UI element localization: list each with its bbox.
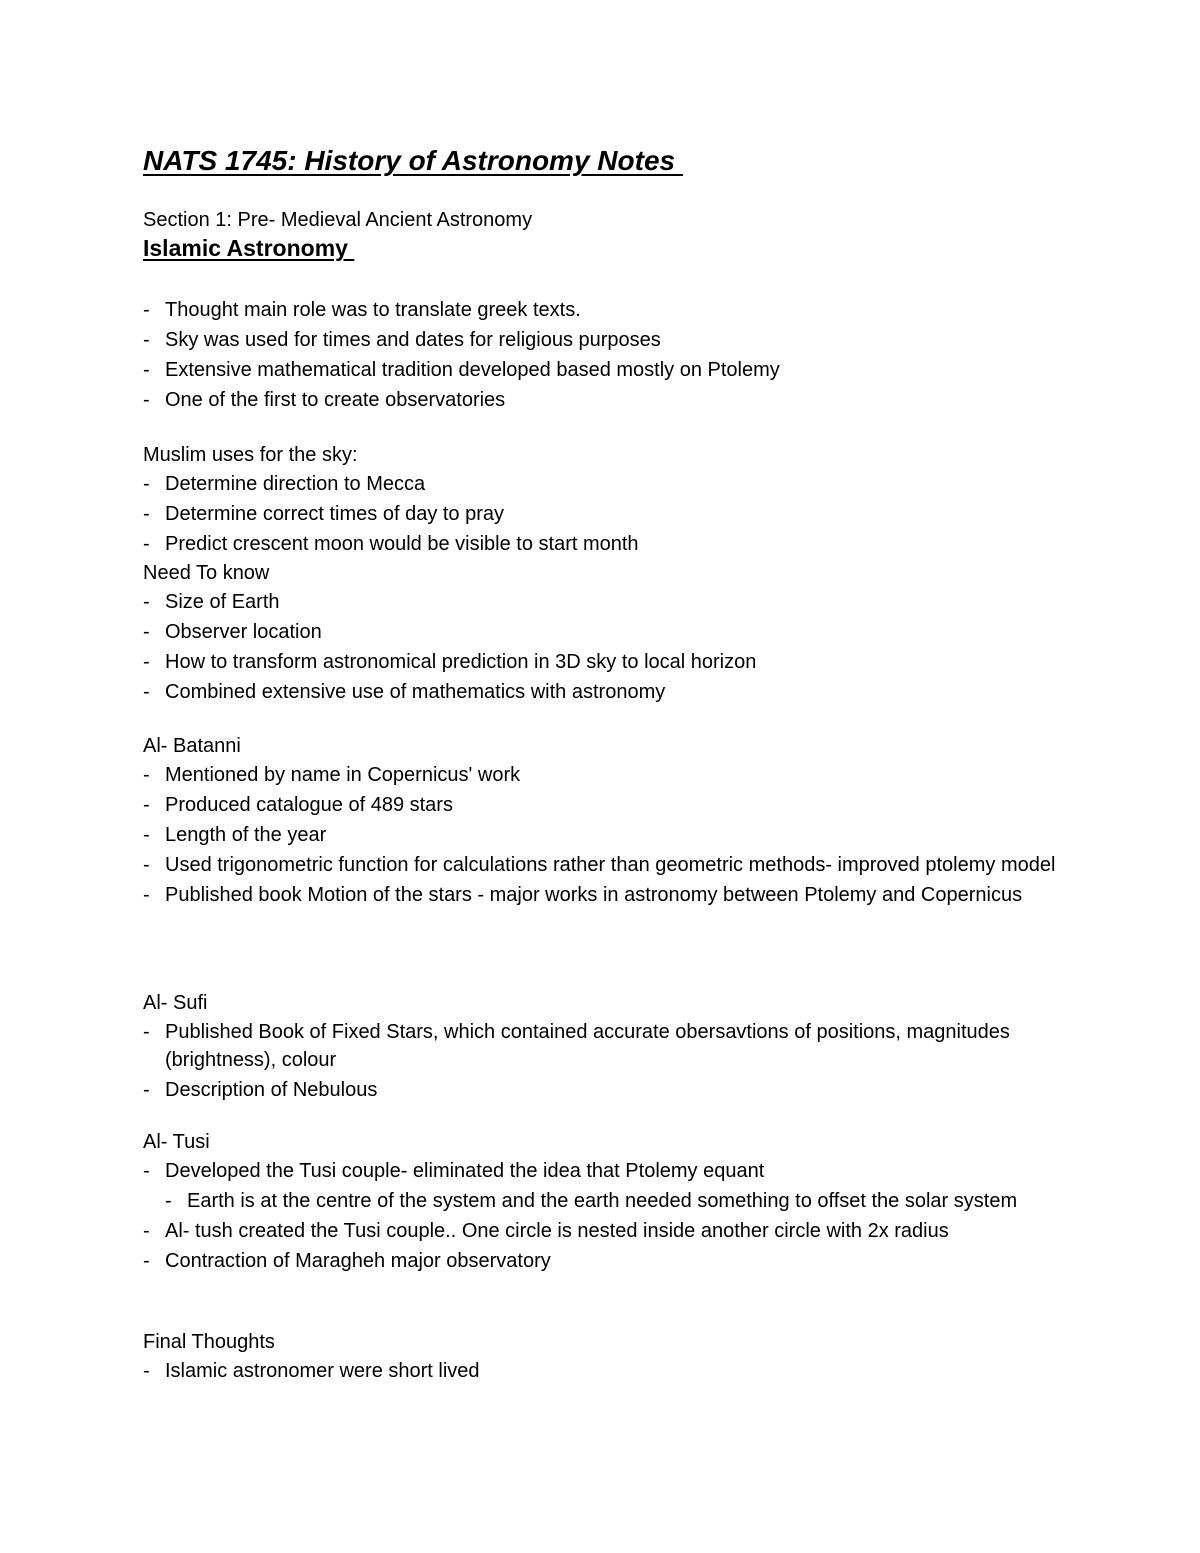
bullet-dash: -: [165, 1190, 172, 1212]
bullet-dash: -: [143, 681, 150, 703]
intro-list: [143, 296, 1103, 414]
bullet-dash: -: [143, 473, 150, 495]
list-item-text: Published Book of Fixed Stars, which contained accurate obersavtions of positions, magnitudes (brightness), colour: [165, 1021, 1010, 1071]
final-thoughts-group: [143, 1327, 1103, 1385]
list-item: [143, 791, 1103, 819]
list-item: [143, 881, 1103, 909]
bullet-dash: -: [143, 591, 150, 613]
bullet-dash: -: [143, 621, 150, 643]
bullet-dash: -: [143, 764, 150, 786]
list-item: [143, 851, 1103, 879]
bullet-dash: -: [143, 1079, 150, 1101]
list-item-text: How to transform astronomical prediction in 3D sky to local horizon: [165, 651, 757, 673]
need-to-know-list: [143, 588, 1103, 706]
list-item: [143, 1217, 1103, 1245]
muslim-uses-list: [143, 470, 1103, 558]
al-tusi-label: Al- Tusi: [143, 1131, 210, 1153]
bullet-dash: -: [143, 824, 150, 846]
bullet-dash: -: [143, 1160, 150, 1182]
list-item-text: Predict crescent moon would be visible to start month: [165, 533, 639, 555]
al-batanni-group: [143, 731, 1103, 909]
list-item: [143, 1018, 1103, 1074]
bullet-dash: -: [143, 299, 150, 321]
bullet-dash: -: [143, 329, 150, 351]
list-item: [143, 356, 1103, 384]
list-item-text: Extensive mathematical tradition developed based mostly on Ptolemy: [165, 359, 780, 381]
list-item-text: Sky was used for times and dates for religious purposes: [165, 329, 661, 351]
al-sufi-label: Al- Sufi: [143, 992, 208, 1014]
list-item-text: Al- tush created the Tusi couple.. One circle is nested inside another circle with 2x radius: [165, 1220, 949, 1242]
list-item: [143, 821, 1103, 849]
muslim-uses-label: Muslim uses for the sky:: [143, 444, 358, 466]
need-to-know-label: Need To know: [143, 562, 270, 584]
list-item-text: Observer location: [165, 621, 322, 643]
bullet-dash: -: [143, 794, 150, 816]
list-item-text: Contraction of Maragheh major observatory: [165, 1250, 551, 1272]
list-item-text: Size of Earth: [165, 591, 280, 613]
bullet-dash: -: [143, 389, 150, 411]
list-item-text: Combined extensive use of mathematics with astronomy: [165, 681, 666, 703]
al-sufi-list: [143, 1018, 1103, 1104]
list-item: [143, 326, 1103, 354]
list-item: [143, 386, 1103, 414]
list-item: [143, 1157, 1103, 1185]
list-item: [143, 1357, 1103, 1385]
list-item-text: Thought main role was to translate greek texts.: [165, 299, 581, 321]
muslim-uses-group: [143, 440, 1103, 558]
list-item: [143, 1247, 1103, 1275]
list-item-text: Used trigonometric function for calculations rather than geometric methods- improved ptolemy model: [165, 854, 1056, 876]
list-item: [143, 470, 1103, 498]
need-to-know-group: [143, 558, 1103, 706]
bullet-dash: -: [143, 1220, 150, 1242]
bullet-dash: -: [143, 1250, 150, 1272]
list-item-text: Determine direction to Mecca: [165, 473, 426, 495]
list-item: [143, 618, 1103, 646]
list-item-text: One of the first to create observatories: [165, 389, 506, 411]
sub-list-item: [143, 1187, 1103, 1215]
section-label: Section 1: Pre- Medieval Ancient Astronomy: [143, 209, 533, 231]
bullet-dash: -: [143, 503, 150, 525]
bullet-dash: -: [143, 1021, 150, 1043]
list-item: [143, 530, 1103, 558]
list-item: [143, 588, 1103, 616]
bullet-dash: -: [143, 854, 150, 876]
list-item-text: Description of Nebulous: [165, 1079, 378, 1101]
al-tusi-list: [143, 1157, 1103, 1275]
bullet-dash: -: [143, 359, 150, 381]
list-item: [143, 678, 1103, 706]
al-tusi-group: [143, 1127, 1103, 1275]
list-item-text: Islamic astronomer were short lived: [165, 1360, 480, 1382]
list-item-text: Published book Motion of the stars - major works in astronomy between Ptolemy and Copernicus: [165, 884, 1023, 906]
bullet-dash: -: [143, 884, 150, 906]
list-item: [143, 648, 1103, 676]
final-thoughts-label: Final Thoughts: [143, 1331, 275, 1353]
document-title: NATS 1745: History of Astronomy Notes: [143, 145, 683, 176]
list-item-text: Determine correct times of day to pray: [165, 503, 505, 525]
al-batanni-list: [143, 761, 1103, 909]
bullet-dash: -: [143, 533, 150, 555]
list-item: [143, 761, 1103, 789]
bullet-dash: -: [143, 1360, 150, 1382]
list-item-text: Developed the Tusi couple- eliminated the idea that Ptolemy equant: [165, 1160, 765, 1182]
list-item-text: Earth is at the centre of the system and the earth needed something to offset the solar system: [187, 1190, 1018, 1212]
list-item-text: Length of the year: [165, 824, 327, 846]
final-thoughts-list: [143, 1357, 1103, 1385]
al-sufi-group: [143, 988, 1103, 1104]
list-item: [143, 296, 1103, 324]
section-heading: Islamic Astronomy: [143, 235, 355, 261]
list-item-text: Produced catalogue of 489 stars: [165, 794, 453, 816]
bullet-dash: -: [143, 651, 150, 673]
list-item: [143, 1076, 1103, 1104]
list-item: [143, 500, 1103, 528]
al-batanni-label: Al- Batanni: [143, 735, 241, 757]
intro-list-group: [143, 296, 1103, 416]
list-item-text: Mentioned by name in Copernicus' work: [165, 764, 521, 786]
